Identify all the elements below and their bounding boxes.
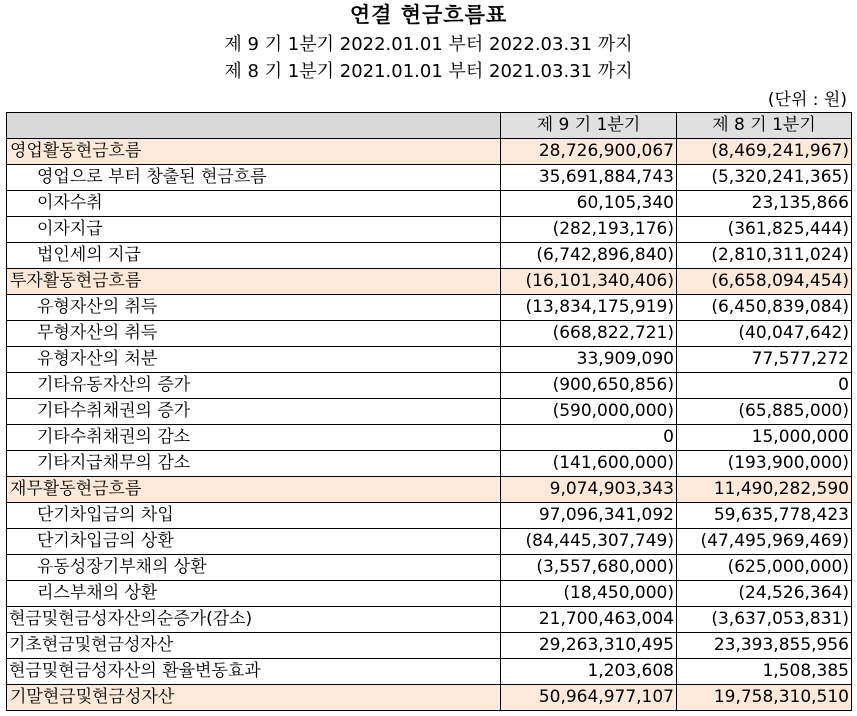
row-current: 28,726,900,067 xyxy=(501,139,677,165)
row-label: 현금및현금성자산의순증가(감소) xyxy=(7,607,501,633)
row-label: 기말현금및현금성자산 xyxy=(7,685,501,711)
row-current: (282,193,176) xyxy=(501,217,677,243)
table-row xyxy=(7,555,852,581)
row-label: 유형자산의 처분 xyxy=(7,347,501,373)
row-label: 영업활동현금흐름 xyxy=(7,139,501,165)
table-row xyxy=(7,243,852,269)
row-label: 기타수취채권의 감소 xyxy=(7,425,501,451)
row-prior: (65,885,000) xyxy=(677,399,852,425)
row-label: 단기차입금의 상환 xyxy=(7,529,501,555)
row-prior: (5,320,241,365) xyxy=(677,165,852,191)
table-row xyxy=(7,269,852,295)
row-current: 9,074,903,343 xyxy=(501,477,677,503)
table-row xyxy=(7,451,852,477)
table-row xyxy=(7,399,852,425)
row-label: 무형자산의 취득 xyxy=(7,321,501,347)
row-label: 단기차입금의 차입 xyxy=(7,503,501,529)
table-row xyxy=(7,607,852,633)
row-current: (16,101,340,406) xyxy=(501,269,677,295)
row-prior: (6,658,094,454) xyxy=(677,269,852,295)
row-label: 리스부채의 상환 xyxy=(7,581,501,607)
prior-period: 제 8 기 1분기 2021.01.01 부터 2021.03.31 까지 xyxy=(224,61,633,82)
table-row xyxy=(7,295,852,321)
table-row xyxy=(7,659,852,685)
table-row xyxy=(7,477,852,503)
table-row xyxy=(7,347,852,373)
table-row xyxy=(7,529,852,555)
row-label: 기타유동자산의 증가 xyxy=(7,373,501,399)
row-prior: 23,135,866 xyxy=(677,191,852,217)
row-current: 97,096,341,092 xyxy=(501,503,677,529)
row-label: 기타지급채무의 감소 xyxy=(7,451,501,477)
table-row xyxy=(7,191,852,217)
row-current: (900,650,856) xyxy=(501,373,677,399)
header-blank xyxy=(7,113,501,139)
row-prior: 15,000,000 xyxy=(677,425,852,451)
row-prior: 19,758,310,510 xyxy=(677,685,852,711)
row-current: (6,742,896,840) xyxy=(501,243,677,269)
table-row xyxy=(7,165,852,191)
row-prior: (3,637,053,831) xyxy=(677,607,852,633)
table-row xyxy=(7,425,852,451)
row-current: 50,964,977,107 xyxy=(501,685,677,711)
row-label: 유형자산의 취득 xyxy=(7,295,501,321)
unit-label: (단위 : 원) xyxy=(767,90,847,110)
row-prior: (625,000,000) xyxy=(677,555,852,581)
row-prior: 11,490,282,590 xyxy=(677,477,852,503)
row-prior: (361,825,444) xyxy=(677,217,852,243)
table-row xyxy=(7,373,852,399)
row-current: 35,691,884,743 xyxy=(501,165,677,191)
row-current: (141,600,000) xyxy=(501,451,677,477)
statement-title: 연결 현금흐름표 xyxy=(349,3,508,27)
row-prior: (6,450,839,084) xyxy=(677,295,852,321)
table-row xyxy=(7,581,852,607)
row-prior: (24,526,364) xyxy=(677,581,852,607)
table-row xyxy=(7,685,852,711)
row-current: (84,445,307,749) xyxy=(501,529,677,555)
row-label: 유동성장기부채의 상환 xyxy=(7,555,501,581)
row-current: 1,203,608 xyxy=(501,659,677,685)
table-row xyxy=(7,503,852,529)
row-current: 0 xyxy=(501,425,677,451)
row-label: 이자지급 xyxy=(7,217,501,243)
row-prior: 59,635,778,423 xyxy=(677,503,852,529)
row-current: 60,105,340 xyxy=(501,191,677,217)
row-current: 29,263,310,495 xyxy=(501,633,677,659)
row-label: 기초현금및현금성자산 xyxy=(7,633,501,659)
current-period: 제 9 기 1분기 2022.01.01 부터 2022.03.31 까지 xyxy=(224,34,633,55)
row-current: (13,834,175,919) xyxy=(501,295,677,321)
row-prior: (40,047,642) xyxy=(677,321,852,347)
row-current: (668,822,721) xyxy=(501,321,677,347)
row-prior: 0 xyxy=(677,373,852,399)
row-label: 재무활동현금흐름 xyxy=(7,477,501,503)
row-prior: (8,469,241,967) xyxy=(677,139,852,165)
header-current: 제 9 기 1분기 xyxy=(501,113,677,139)
row-label: 법인세의 지급 xyxy=(7,243,501,269)
row-current: (3,557,680,000) xyxy=(501,555,677,581)
row-label: 현금및현금성자산의 환율변동효과 xyxy=(7,659,501,685)
row-prior: 23,393,855,956 xyxy=(677,633,852,659)
row-prior: 77,577,272 xyxy=(677,347,852,373)
row-label: 투자활동현금흐름 xyxy=(7,269,501,295)
table-row xyxy=(7,321,852,347)
row-label: 이자수취 xyxy=(7,191,501,217)
row-label: 영업으로 부터 창출된 현금흐름 xyxy=(7,165,501,191)
row-current: 21,700,463,004 xyxy=(501,607,677,633)
row-prior: 1,508,385 xyxy=(677,659,852,685)
row-current: (590,000,000) xyxy=(501,399,677,425)
cash-flow-table xyxy=(6,112,852,711)
table-row xyxy=(7,139,852,165)
row-current: (18,450,000) xyxy=(501,581,677,607)
header-prior: 제 8 기 1분기 xyxy=(677,113,852,139)
row-current: 33,909,090 xyxy=(501,347,677,373)
row-prior: (2,810,311,024) xyxy=(677,243,852,269)
row-prior: (193,900,000) xyxy=(677,451,852,477)
table-header-row xyxy=(7,113,852,139)
row-prior: (47,495,969,469) xyxy=(677,529,852,555)
table-row xyxy=(7,217,852,243)
table-row xyxy=(7,633,852,659)
row-label: 기타수취채권의 증가 xyxy=(7,399,501,425)
